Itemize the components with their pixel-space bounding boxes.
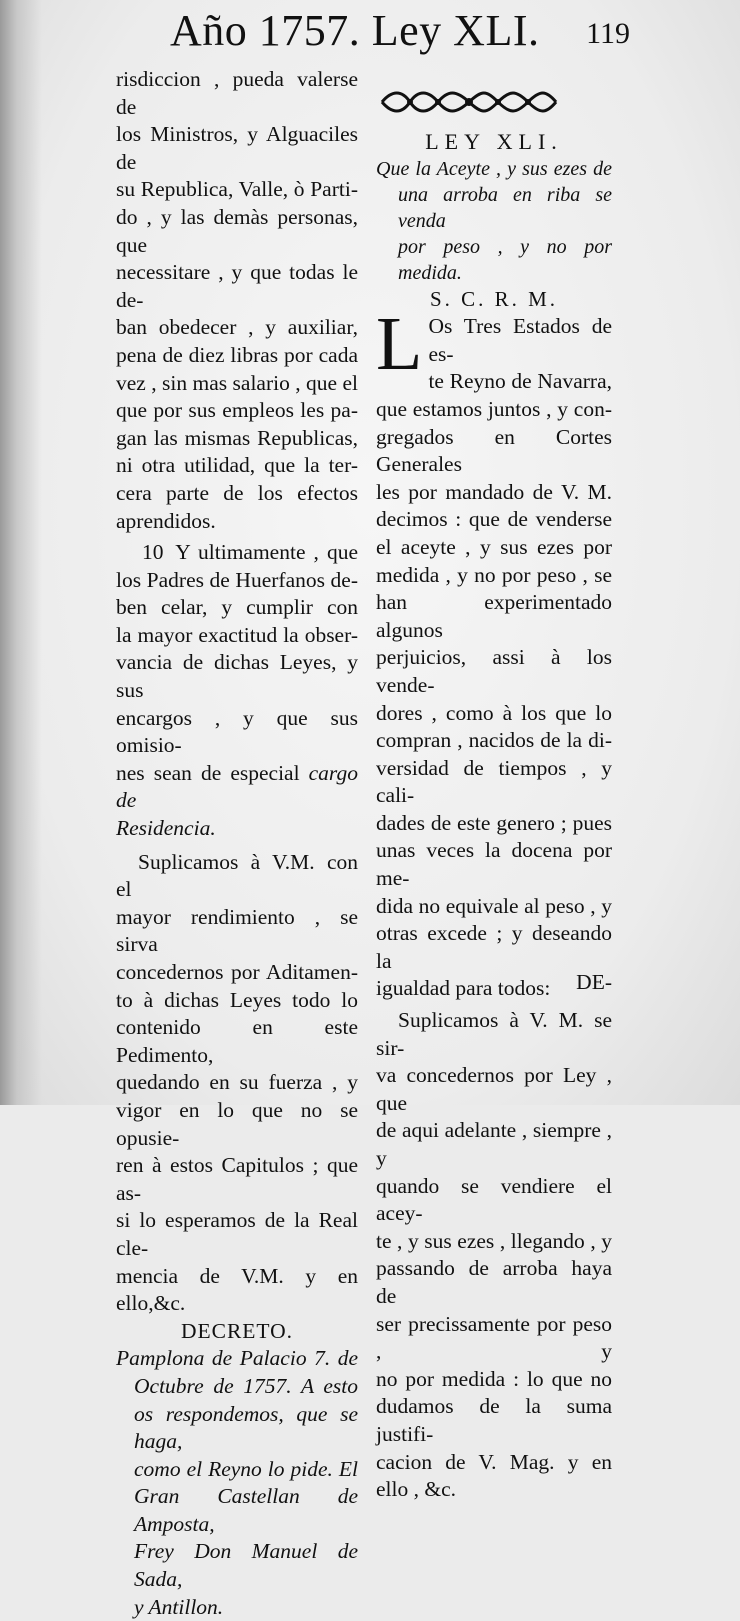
text-line: ren à estos Capitulos ; que as-: [116, 1153, 358, 1205]
text-line: Pamplona de Palacio 7. de: [116, 1346, 358, 1371]
text-line: ser precissamente por peso , y: [376, 1311, 612, 1364]
text-line: por peso , y no por medida.: [398, 235, 612, 284]
text-line: ban obedecer , y auxiliar,: [116, 315, 358, 340]
text-line: [116, 539, 358, 567]
text-line: contenido en este Pedimento,: [116, 1015, 358, 1067]
text-line: do , y las demàs personas, que: [116, 204, 358, 257]
item-number: 10: [142, 540, 164, 565]
text-line: Suplicamos à V.M. con el: [116, 849, 358, 902]
text-line: aprendidos.: [116, 508, 216, 533]
text-line: ello , &c.: [376, 1477, 457, 1502]
text-line: dida no equivale al peso , y: [376, 893, 612, 918]
text-line: os respondemos, que se haga,: [134, 1401, 358, 1454]
text-line: gregados en Cortes Generales: [376, 424, 612, 477]
text-line: ben celar, y cumplir con: [116, 595, 358, 620]
paragraph-estates: [376, 302, 612, 1003]
text-line: te Reyno de Navarra,: [428, 369, 612, 394]
text-line: dades de este genero ; pues: [376, 810, 612, 835]
gutter-shadow: [0, 0, 42, 1105]
text-line: mayor rendimiento , se sirva: [116, 904, 358, 957]
text-line: Residencia.: [116, 816, 216, 841]
text-line: como el Reyno lo pide. El: [134, 1456, 358, 1481]
decree-text: [116, 1345, 358, 1621]
text-line: risdiccion , pueda valerse de: [116, 67, 358, 119]
text-line: la mayor exactitud la obser-: [116, 622, 358, 647]
text-line: quando se vendiere el acey-: [376, 1173, 612, 1226]
text-line: Octubre de 1757. A esto: [134, 1373, 358, 1398]
running-title: Año 1757. Ley XLI.: [170, 6, 540, 55]
paragraph-jurisdiction: [116, 66, 358, 535]
text-line: mencia de V.M. y en ello,&c.: [116, 1263, 358, 1316]
text-line: han experimentado algunos: [376, 590, 612, 642]
text-line: [116, 760, 358, 815]
text-line: te , y sus ezes , llegando , y: [376, 1228, 612, 1253]
text-line: gan las mismas Republicas,: [116, 425, 358, 450]
text-line: medida , y no por peso , se: [376, 562, 612, 587]
law-title: LEY XLI.: [425, 129, 563, 154]
text-line: Que la Aceyte , y sus ezes de: [376, 157, 612, 180]
text-line: vancia de dichas Leyes, y sus: [116, 650, 358, 703]
text-line: perjuicios, assi à los vende-: [376, 645, 612, 697]
text-line: va concedernos por Ley , que: [376, 1063, 612, 1115]
italic-segment: cargo de: [116, 760, 359, 813]
running-header: [170, 6, 630, 56]
paragraph-item-10: [116, 539, 358, 843]
text-line: les por mandado de V. M.: [376, 479, 612, 504]
text-line: otras excede ; y deseando la: [376, 921, 612, 973]
text-line: el aceyte , y sus ezes por: [376, 534, 612, 559]
text-line: versidad de tiempos , y cali-: [376, 755, 612, 808]
text-line: que estamos juntos , y con-: [376, 396, 612, 421]
left-column: [116, 66, 358, 1621]
text-line: y Antillon.: [134, 1594, 224, 1619]
text-line: necessitare , y que todas le de-: [116, 260, 358, 312]
catchword: DE-: [576, 970, 612, 994]
text-line: passando de arroba haya de: [376, 1256, 612, 1308]
paragraph-petition-law: [376, 1007, 612, 1504]
text-line: vigor en lo que no se opusie-: [116, 1097, 358, 1150]
text-line: compran , nacidos de la di-: [376, 728, 612, 753]
right-column: [376, 66, 612, 1504]
text-line: quedando en su fuerza , y: [116, 1070, 358, 1095]
text-line: los Ministros, y Alguaciles de: [116, 122, 358, 174]
text-line: to à dichas Leyes todo lo: [116, 987, 358, 1012]
text-line: Frey Don Manuel de Sada,: [134, 1539, 358, 1592]
text-line: los Padres de Huerfanos de-: [116, 567, 358, 592]
text-line: concedernos por Aditamen-: [116, 960, 358, 984]
text-line: Os Tres Estados de es-: [428, 314, 612, 366]
text-line: dores , como à los que lo: [376, 700, 612, 725]
text-line: dudamos de la suma justifi-: [376, 1394, 612, 1446]
text-line: encargos , y que sus omisio-: [116, 705, 358, 758]
text-line: Gran Castellan de Amposta,: [134, 1484, 358, 1536]
salutation: S. C. R. M.: [429, 286, 559, 311]
item-text: Y ultimamente , que: [175, 540, 358, 565]
text-segment: nes sean de especial: [116, 760, 300, 785]
decree-heading: DECRETO.: [180, 1318, 294, 1343]
text-line: si lo esperamos de la Real cle-: [116, 1208, 358, 1260]
text-line: cera parte de los efectos: [116, 480, 358, 505]
ornamental-headpiece: [376, 88, 612, 122]
text-line: cacion de V. Mag. y en: [376, 1449, 612, 1474]
text-line: pena de diez libras por cada: [116, 342, 358, 367]
law-summary: [376, 156, 612, 286]
text-line: no por medida : lo que no: [376, 1366, 612, 1391]
page-number: 119: [586, 17, 630, 50]
text-line: Suplicamos à V. M. se sir-: [376, 1008, 612, 1060]
text-line: decimos : que de venderse: [376, 507, 612, 532]
text-line: igualdad para todos:: [376, 976, 551, 1001]
text-line: unas veces la docena por me-: [376, 838, 612, 891]
drop-cap: L: [376, 302, 423, 387]
ornament-svg: [380, 88, 558, 116]
text-line: su Republica, Valle, ò Parti-: [116, 177, 358, 202]
text-line: de aqui adelante , siempre , y: [376, 1118, 612, 1170]
text-line: vez , sin mas salario , que el: [116, 370, 358, 395]
paragraph-petition: [116, 849, 358, 1318]
text-line: que por sus empleos les pa-: [116, 398, 358, 423]
text-line: ni otra utilidad, que la ter-: [116, 453, 358, 478]
text-line: una arroba en riba se venda: [398, 183, 612, 232]
